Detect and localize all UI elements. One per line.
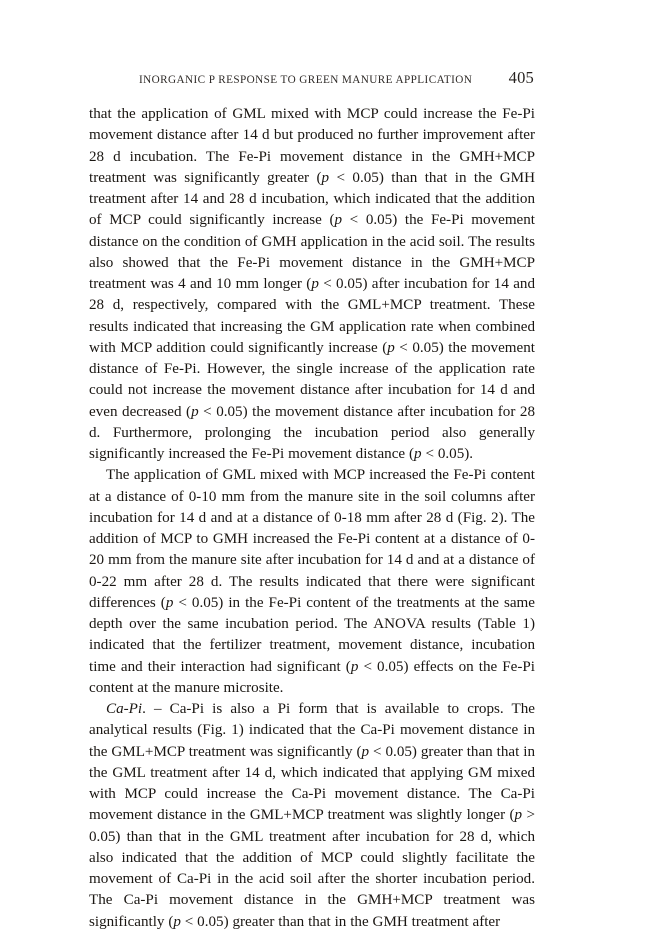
text-run: < 0.05) the movement distance after incubation for 28 d. Furthermore, prolonging the incubation period also generally significantly increased the Fe-Pi movement distance ( [89, 403, 535, 462]
text-run: < 0.05) the Fe-Pi movement distance on the condition of GMH application in the acid soil. The results also showed that the Fe-Pi movement distance in the GMH+MCP treatment was 4 and 10 mm longer ( [89, 212, 536, 292]
italic-run: Ca-Pi [106, 701, 143, 717]
italic-run: p [311, 276, 319, 292]
italic-run: p [321, 169, 330, 186]
italic-run: p [514, 807, 523, 824]
text-run: that the application of GML mixed with MCP could increase the Fe-Pi movement distance after 14 d but produced no further improvement after 28 d incubation. The Fe-Pi movement distance in the GMH+MCP treatment was significantly greater ( [89, 106, 535, 186]
italic-run: p [334, 212, 343, 229]
italic-run: p [387, 339, 395, 356]
italic-run: p [350, 658, 359, 675]
text-run: < 0.05) effects on the Fe-Pi content at the manure microsite. [89, 658, 535, 696]
body-text-column [89, 104, 535, 933]
italic-run: p [414, 446, 422, 462]
italic-run: p [173, 913, 181, 930]
italic-run: p [191, 403, 199, 420]
running-head-title: INORGANIC P RESPONSE TO GREEN MANURE APPLICATION [139, 74, 473, 86]
text-run: < 0.05) the movement distance of Fe-Pi. However, the single increase of the application rate could not increase the movement distance after incubation for 14 d and even decreased ( [89, 339, 535, 420]
page-number: 405 [508, 68, 534, 87]
text-run: < 0.05) greater than that in the GML treatment after 14 d, which indicated that applying GM mixed with MCP could increase the Ca-Pi movement distance. The Ca-Pi movement distance in the GML+MCP treatment was slightly longer ( [89, 743, 535, 824]
italic-run: p [361, 743, 370, 760]
paragraph-fe-pi-content [89, 465, 535, 699]
text-run: < 0.05) in the Fe-Pi content of the treatments at the same depth over the same incubation period. The ANOVA results (Table 1) indicated that the fertilizer treatment, movement distance, incubation time and their interaction had significant ( [89, 594, 535, 675]
text-run: The application of GML mixed with MCP increased the Fe-Pi content at a distance of 0-10 mm from the manure site in the soil columns after incubation for 14 d and at a distance of 0-18 mm after 28 d (Fig. 2). The addition of MCP to GMH increased the Fe-Pi content at a distance of 0-20 mm from the manure site after incubation for 14 d and at a distance of 0-22 mm after 28 d. The results indicated that there were significant differences ( [89, 467, 535, 611]
text-run: < 0.05) after incubation for 14 and 28 d, respectively, compared with the GML+MCP treatment. These results indicated that increasing the GM application rate when combined with MCP addition could significantly increase ( [89, 276, 535, 356]
text-run: . – Ca-Pi is also a Pi form that is available to crops. The analytical results (Fig. 1) indicated that the Ca-Pi movement distance in the GML+MCP treatment was significantly ( [89, 701, 535, 760]
text-run: < 0.05) greater than that in the GMH treatment after [180, 913, 501, 930]
running-head [89, 68, 534, 88]
text-run: > 0.05) than that in the GML treatment after incubation for 28 d, which also indicated that the addition of MCP could slightly facilitate the movement of Ca-Pi in the acid soil after the shorter incubation period. The Ca-Pi movement distance in the GMH+MCP treatment was significantly ( [89, 807, 535, 930]
italic-run: p [165, 594, 174, 611]
paragraph-ca-pi [89, 699, 535, 933]
paragraph-fe-pi-movement [89, 104, 535, 465]
text-run: < 0.05). [421, 446, 474, 462]
text-run: < 0.05) than that in the GMH treatment after 14 and 28 d incubation, which indicated that the addition of MCP could significantly increase ( [89, 169, 535, 229]
